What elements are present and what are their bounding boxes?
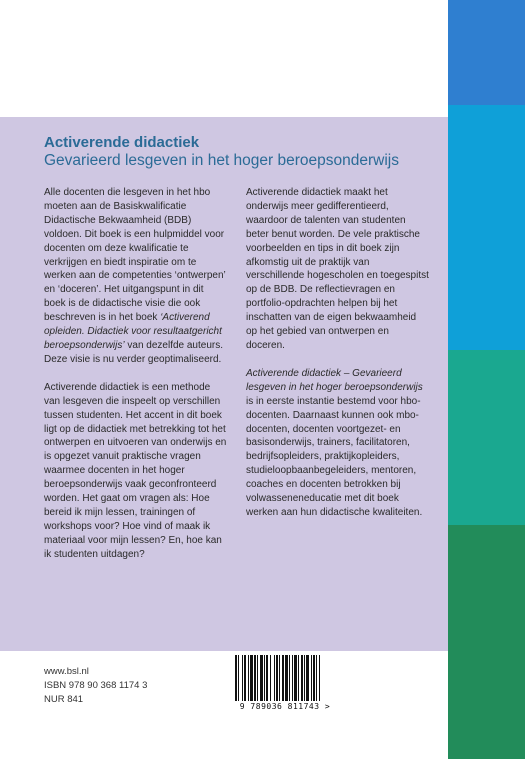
barcode-bar [294,655,297,701]
barcode-bar [292,655,293,701]
right-paragraph-2 [246,367,429,520]
barcode-bar [282,655,284,701]
book-subtitle: Gevarieerd lesgeven in het hoger beroepsonderwijs [44,152,399,169]
left-text-column [44,186,227,576]
left-paragraph-1-start: Alle docenten die lesgeven in het hbo moeten aan de Basiskwalificatie Didactische Bekwaamheid (BDB) voldoen. Dit boek is een hulpmiddel voor docenten om deze kwalificatie te verkrijgen en biedt inspiratie om te werken aan de competenties ‘ontwerpen’ en ‘doceren’. Het uitgangspunt in dit boek is de didactische visie die ook beschreven is in het boek [44,187,226,324]
right-paragraph-1: Activerende didactiek maakt het onderwijs meer gedifferentieerd, waardoor de talenten van studenten beter benut worden. De vele praktische voorbeelden en tips in dit boek zijn afkomstig uit de praktijk van verschillende hogescholen en toegespitst op de BDB. De reflectievragen en portfolio-opdrachten helpen bij het inschatten van de eigen bekwaamheid op het gebied van ontwerpen en doceren. [246,187,429,351]
barcode-bar [276,655,278,701]
publisher-info [44,665,147,707]
isbn-number: ISBN 978 90 368 1174 3 [44,680,148,691]
stripe-segment-blue [448,0,525,105]
barcode-bar [260,655,263,701]
color-stripe [448,0,525,759]
barcode-bar [313,655,315,701]
barcode-bars [233,655,337,701]
barcode-bar [235,655,237,701]
top-white-band [0,0,448,117]
barcode-bar [257,655,258,701]
nur-code: NUR 841 [44,694,84,705]
left-paragraph-1-end: van dezelfde auteurs. Deze visie is nu verder geoptimaliseerd. [44,339,224,365]
barcode-bar [254,655,256,701]
barcode-bar [319,655,320,701]
barcode-digits: 9 789036 811743 > [239,702,331,711]
barcode-bar [304,655,305,701]
left-paragraph-1-italic: ‘Activerend opleiden. Didactiek voor resultaatgericht beroepsonderwijs’ [44,312,222,351]
barcode-bar [274,655,275,701]
barcode-bar [316,655,317,701]
barcode [233,655,337,715]
left-paragraph-2: Activerende didactiek is een methode van lesgeven die inspeelt op verschillen tussen studenten. Het accent in dit boek ligt op de didactiek met betrekking tot het ontwerpen en uitvoeren van onderwijs en is opgezet vanuit praktische vragen waarmee docenten in het hoger beroepsonderwijs vaak geconfronteerd worden. Het gaat om vragen als: Hoe bereid ik mijn lessen, trainingen of workshops voor? Hoe vind of maak ik materiaal voor mijn lessen? En, hoe kan ik studenten uitdagen? [44,381,227,560]
barcode-bar [289,655,290,701]
left-paragraph-1 [44,186,227,367]
barcode-bar [248,655,249,701]
barcode-bar [266,655,268,701]
barcode-bar [242,655,243,701]
barcode-bar [279,655,280,701]
barcode-bar [250,655,253,701]
right-paragraph-2-italic: Activerende didactiek – Gevarieerd lesgeven in het hoger beroepsonderwijs [246,367,423,393]
stripe-segment-cyan [448,105,525,350]
barcode-bar [298,655,299,701]
book-title: Activerende didactiek [44,134,200,151]
website-url: www.bsl.nl [44,666,89,677]
right-text-column [246,186,429,534]
barcode-bar [238,655,239,701]
barcode-bar [301,655,303,701]
right-paragraph-2-rest: is in eerste instantie bestemd voor hbo-docenten. Daarnaast kunnen ook mbo-docenten, docenten voortgezet- en basisonderwijs, trainers, facilitatoren, bedrijfsopleiders, praktijkopleiders, studieloopbaanbegeleiders, mentoren, coaches en docenten betrokken bij volwasseneneducatie met dit boek werken aan hun didactische kwaliteiten. [246,395,423,518]
barcode-bar [285,655,288,701]
barcode-bar [311,655,312,701]
stripe-segment-teal [448,350,525,525]
stripe-segment-green [448,525,525,759]
barcode-bar [270,655,271,701]
barcode-bar [264,655,265,701]
barcode-bar [244,655,246,701]
barcode-bar [306,655,309,701]
